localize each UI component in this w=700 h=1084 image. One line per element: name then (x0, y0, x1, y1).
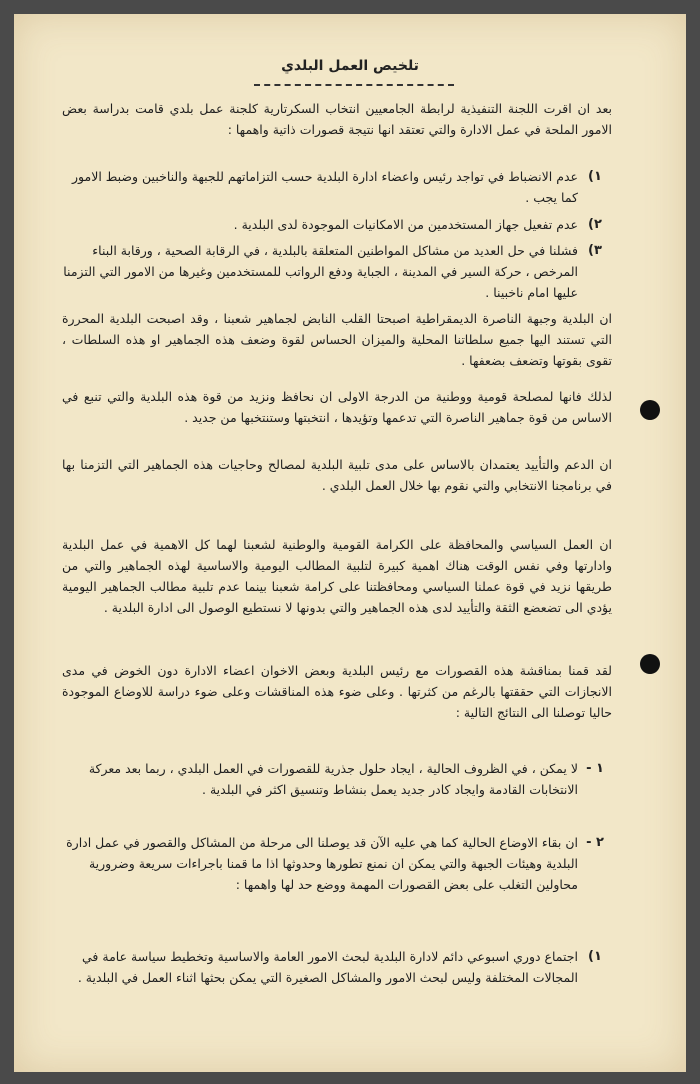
result-2 (62, 832, 612, 895)
final-item-number: ١) (588, 949, 602, 964)
page-title: تلخيص العمل البلدي (281, 58, 419, 74)
paragraph-4: ان العمل السياسي والمحافظة على الكرامة القومية والوطنية لشعبنا لهما كل الاهمية في عمل البلدية وادارتها وفي نفس الوقت هناك اهمية كبيرة لتلبية المطالب اليومية والاساسية لهذه الجماهير والتي من طريقها نزيد في قوة عملنا السياسي ومحافظتنا على كرامة شعبنا بينما عدم تلبية مطالب الجماهير اليومية يؤدي الى تضعضع الثقة والتأييد لدى هذه الجماهير والتي بدونها لا نستطيع الوصول الى ادارة البلدية . (62, 537, 612, 615)
result-2-text: ان بقاء الاوضاع الحالية كما هي عليه الآن قد يوصلنا الى مرحلة من المشاكل والقصور في عمل ادارة البلدية وهيئات الجبهة والتي يمكن ان نمنع تطورها وحدوثها اذا ما قمنا باجراءات سريعة وضرورية محاولين التغلب على بعض القصورات المهمة ووضع حد لها واهمها : (66, 835, 578, 892)
final-item (62, 946, 612, 988)
result-1 (62, 758, 612, 800)
final-item-text: اجتماع دوري اسبوعي دائم لادارة البلدية لبحث الامور العامة والاساسية وتخطيط سياسة عامة في المجالات المختلفة وليس لبحث الامور والمشاكل الصغيرة التي يمكن بحثها اثناء العمل في البلدية . (77, 949, 578, 985)
point-3-text: فشلنا في حل العديد من مشاكل المواطنين المتعلقة بالبلدية ، في الرقابة الصحية ، ورقابة البناء المرخص ، حركة السير في المدينة ، الجباية ودفع الرواتب للمستخدمين وغيرها من الامور التي التزمنا عليها امام ناخبينا . (63, 243, 578, 300)
point-2-text: عدم تفعيل جهاز المستخدمين من الامكانيات الموجودة لدى البلدية . (233, 217, 578, 232)
paragraph-3: ان الدعم والتأييد يعتمدان بالاساس على مدى تلبية البلدية لمصالح وحاجيات هذه الجماهير التي التزمنا بها في برنامجنا الانتخابي والتي نقوم بها خلال العمل البلدي . (62, 457, 612, 493)
result-2-number: ٢ - (586, 835, 604, 850)
paragraph-2: لذلك فانها لمصلحة قومية ووطنية من الدرجة الاولى ان نحافظ ونزيد من قوة هذه البلدية والتي تنبع في الاساس من قوة جماهير الناصرة التي تدعمها وتؤيدها ، انتخبتها وستنتخبها من جديد . (62, 389, 612, 425)
point-3-number: ٣) (588, 243, 602, 258)
punch-hole-top (640, 400, 660, 420)
punch-hole-bottom (640, 654, 660, 674)
point-3 (62, 240, 612, 303)
point-2-number: ٢) (588, 217, 602, 232)
point-1 (62, 166, 612, 208)
paragraph-1: ان البلدية وجبهة الناصرة الديمقراطية اصبحتا القلب النابض لجماهير شعبنا ، وقد اصبحت البلدية المحررة التي تستند اليها جميع سلطاتنا المحلية والميزان الحساس لقوة وضعف هذه الجماهير او هذه السلطات ، تقوى بقوتها وتضعف بضعفها . (62, 311, 612, 368)
point-1-text: عدم الانضباط في تواجد رئيس واعضاء ادارة البلدية حسب التزاماتهم للجبهة والناخبين وضبط الامور كما يجب . (72, 169, 578, 205)
document-page (14, 14, 686, 1072)
title-underline (254, 84, 454, 86)
result-1-text: لا يمكن ، في الظروف الحالية ، ايجاد حلول جذرية للقصورات في العمل البلدي ، ربما بعد معركة الانتخابات القادمة وايجاد كادر جديد يعمل بنشاط وتنسيق اكثر في البلدية . (88, 761, 578, 797)
point-1-number: ١) (588, 169, 602, 184)
point-2 (62, 214, 612, 235)
intro-paragraph: بعد ان اقرت اللجنة التنفيذية لرابطة الجامعيين انتخاب السكرتارية كلجنة عمل بلدي قامت بدراسة بعض الامور الملحة في عمل الادارة والتي تعتقد انها نتيجة قصورات ذاتية واهمها : (62, 101, 612, 137)
result-1-number: ١ - (586, 761, 604, 776)
paragraph-5: لقد قمنا بمناقشة هذه القصورات مع رئيس البلدية وبعض الاخوان اعضاء الادارة دون الخوض في مدى الانجازات التي حققتها بالرغم من كثرتها . وعلى ضوء هذه المناقشات وعلى ضوء دراسة للاوضاع الموجودة حاليا توصلنا الى النتائج التالية : (62, 663, 612, 720)
